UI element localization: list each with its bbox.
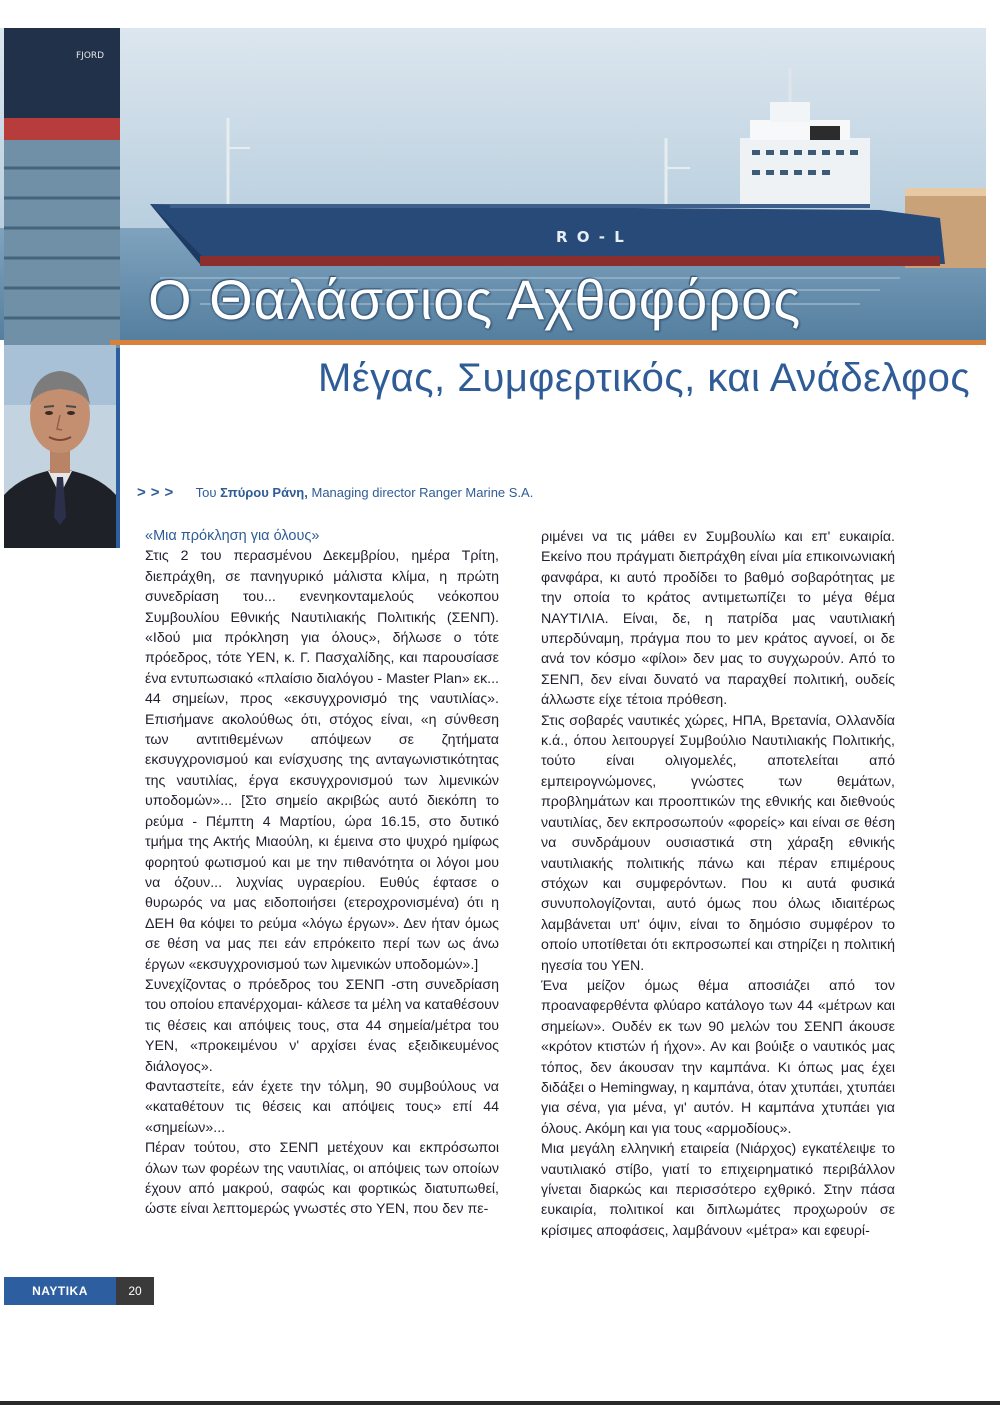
- article-column-left: [145, 526, 499, 1220]
- magazine-name: ΝΑΥΤΙΚΑ ΧΡΟΝΙΚΑ: [4, 1277, 116, 1305]
- ship-name-label: R O - L: [556, 228, 626, 246]
- page-number: 20: [116, 1277, 154, 1305]
- section-heading: «Μια πρόκληση για όλους»: [145, 528, 320, 544]
- byline-arrows: >>>: [137, 484, 179, 501]
- paragraph: Ένα μείζον όμως θέμα αποσιάζει από τον προαναφερθέντα φλύαρο κατάλογο των 44 «μέτρων και σημείων». Ουδέν εκ των 90 μελών του ΣΕΝΠ άκουσε «κρότον κτιστών ή ήχον». Αν και βούιξε ο ναυτικός μας τόπος, δεν άκουσαν την καμπάνα. Κι όπως μας έχει διδάξει ο Hemingway, η καμπάνα, όταν χτυπάει, χτυπάει για σένα, για μένα, γι' αυτόν. Η καμπάνα χτυπάει για όλους. Ακόμη και για τους «αρμοδίους».: [541, 977, 895, 1137]
- paragraph: Συνεχίζοντας ο πρόεδρος του ΣΕΝΠ -στη συνεδρίαση του οποίου επανέρχομαι- κάλεσε τα μέλη να καταθέσουν τις θέσεις και απόψεις τους, στα 44 σημεία/μέτρα του ΥΕΝ, «προκειμένου ν' αρχίσει ένας εξειδικευμένος διάλογος».: [145, 976, 499, 1075]
- paragraph: Φανταστείτε, εάν έχετε την τόλμη, 90 συμβούλους να «καταθέτουν τις θέσεις και απόψεις τους» επί 44 «σημείων»...: [145, 1078, 499, 1136]
- byline-prefix: Του: [195, 485, 217, 500]
- side-ship-photo: [4, 28, 120, 348]
- byline-author: Σπύρου Ράνη,: [220, 485, 308, 500]
- title-underline: [110, 340, 986, 345]
- paragraph: Στις 2 του περασμένου Δεκεμβρίου, ημέρα Τρίτη, διεπράχθη, σε πανηγυρικό μάλιστα κλίμα, η πρώτη συνεδρίαση του... ενενηκονταμελούς νεόκοπου Συμβουλίου Εθνικής Ναυτιλιακής Πολιτικής (ΣΕΝΠ). «Ιδού μια πρόκληση για όλους», δήλωσε ο τότε πρόεδρος, τότε ΥΕΝ, κ. Γ. Πασχαλίδης, και παρουσίασε ένα εντυπωσιακό «πλαίσιο διαλόγου - Master Plan» εκ... 44 σημείων, προς «εκσυγχρονισμό της ναυτιλίας». Επισήμανε ακολούθως ότι, στόχος είναι, «η σύνθεση των αντιτιθεμένων απόψεων σε ζητήματα εκσυγχρονισμού και ενίσχυσης της ανταγωνιστικότητας της ναυτιλίας, έργα εκσυγχρονισμού των λιμενικών υποδομών»... [Στο σημείο ακριβώς αυτό διεκόπη το ρεύμα - Πέμπτη 4 Μαρτίου, ώρα 16.15, στο δυτικό τμήμα της Ακτής Μιαούλη, κι έμεινα στο ψυχρό ημίφως φορητού φωτισμού και με την πιθανότητα οι λόγοι μου να όζουν... λυχνίας υγραερίου. Ευθύς έφτασε ο θυρωρός να μας ειδοποιήσει (ετεροχρονισμένα) ότι η ΔΕΗ θα κόψει το ρεύμα «λόγω έργων». Δεν ήταν όμως σε θέση να μας πει εάν επρόκειτο περί των ως άνω έργων «εκσυγχρονισμού των λιμενικών υποδομών».]: [145, 548, 499, 973]
- byline-role: Managing director Ranger Marine S.A.: [311, 485, 534, 500]
- paragraph: Μια μεγάλη ελληνική εταιρεία (Νιάρχος) εγκατέλειψε το ναυτιλιακό στίβο, γιατί το επιχειρηματικό περιβάλλον γίνεται διαρκώς και περισσότερο εχθρικό. Στην πάσα ευκαιρία, πολιτικοί και διπλωμάτες προχωρούν σε κρίσιμες αποφάσεις, λαμβάνουν «μέτρα» και εφευρί-: [541, 1141, 895, 1239]
- author-portrait: [4, 345, 116, 548]
- bottom-rule: [0, 1401, 1000, 1405]
- paragraph: Πέραν τούτου, στο ΣΕΝΠ μετέχουν και εκπρόσωποι όλων των φορέων της ναυτιλίας, οι απόψεις των οποίων έχουν από μακρού, σαφώς και φορτικώς διατυπωθεί, ώστε είναι λεπτομερώς γνωστές στο ΥΕΝ, που δεν πε-: [145, 1140, 499, 1218]
- paragraph: ριμένει να τις μάθει εν Συμβουλίω και επ' ευκαιρία. Εκείνο που πράγματι διεπράχθη είναι μία επικοινωνιακή φανφάρα, κι αυτό προδίδει το βαθμό σοβαρότητας με την οποία το κράτος αντιμετωπίζει το μέγα θέμα ΝΑΥΤΙΛΙΑ. Είναι, δε, η πατρίδα μας ναυτιλιακή υπερδύναμη, πράγμα που το μεν κράτος αγνοεί, οι δε ανά τον κόσμο «φίλοι» δεν μας το συγχωρούν. Από το ΣΕΝΠ, δεν είναι δυνατό να παραχθεί πολιτική, ουδείς άλλωστε είχε τέτοια πρόθεση.: [541, 529, 895, 709]
- byline: [137, 484, 533, 501]
- article-subtitle: Μέγας, Συμφερτικός, και Ανάδελφος: [318, 356, 971, 400]
- paragraph: Στις σοβαρές ναυτικές χώρες, ΗΠΑ, Βρετανία, Ολλανδία κ.ά., όπου λειτουργεί Συμβούλιο Ναυτιλιακής Πολιτικής, τούτο είναι ολιγομελές, αποτελείται από εμπειρογνώμονες, γνώστες των θεμάτων, προβλημάτων και προοπτικών της εθνικής και διεθνούς ναυτιλίας, δεν εκπροσωπούν «φορείς» και είναι σε θέση να συνδράμουν ουσιαστικά στη χάραξη εθνικής ναυτιλιακής πολιτικής πάνω και πέραν επιμέρους στόχων και συμφερόντων. Που κι αυτά φυσικά συνυπολογίζονται, αυτό όμως που όλως ιδιαιτέρως λαμβάνεται υπ' όψιν, είναι το δημόσιο συμφέρον το οποίο υποτίθεται ότι εκπροσωπεί και στηρίζει η πολιτική ηγεσία του ΥΕΝ.: [541, 712, 895, 974]
- side-ship-label: FJORD: [76, 51, 105, 61]
- article-column-right: [541, 527, 895, 1241]
- article-title: Ο Θαλάσσιος Αχθοφόρος: [148, 268, 802, 331]
